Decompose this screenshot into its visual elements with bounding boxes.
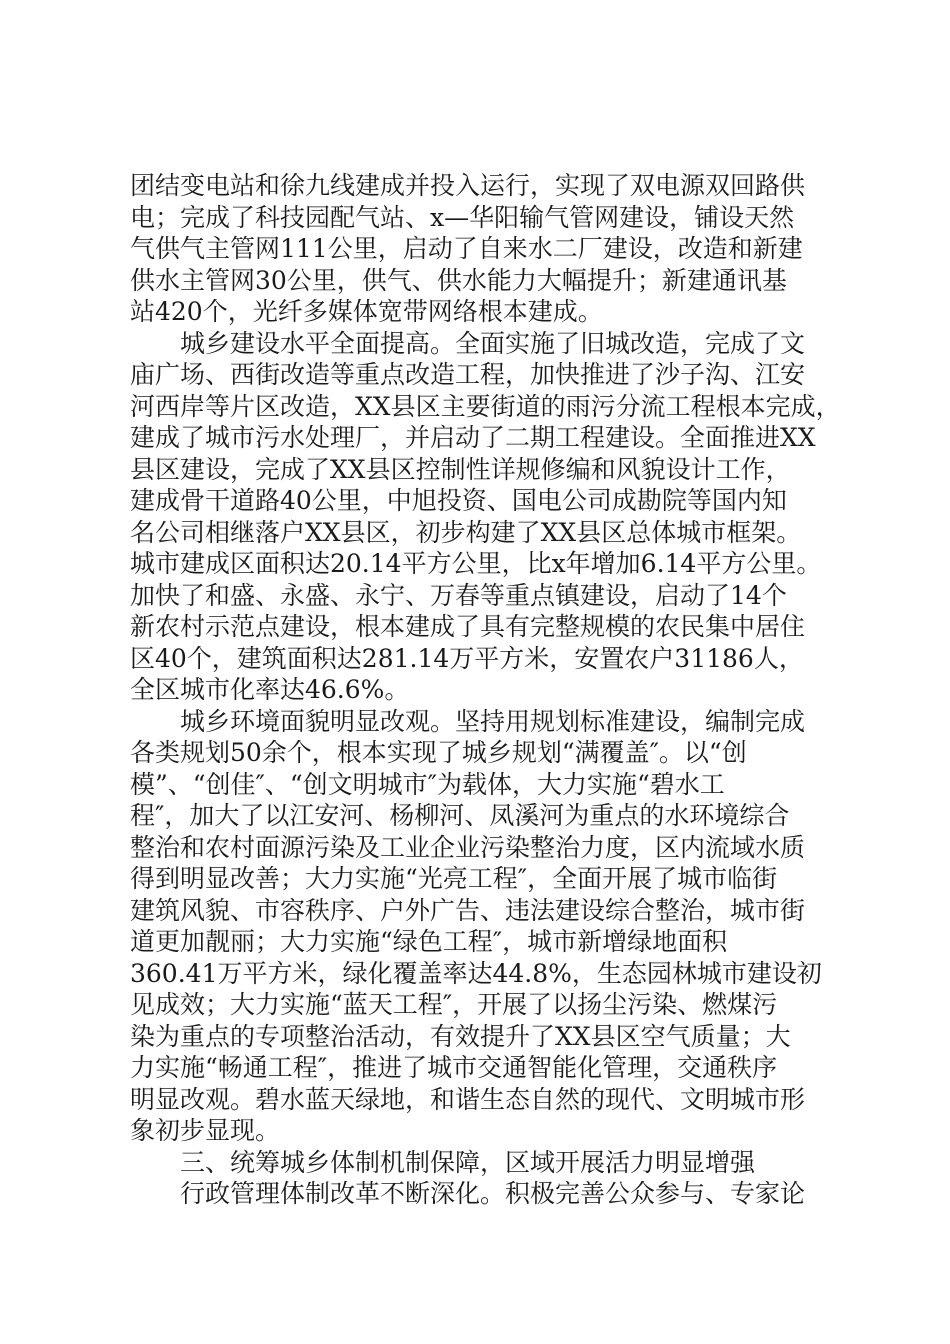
text-line: 见成效；大力实施“蓝天工程″，开展了以扬尘污染、燃煤污 [130,990,778,1019]
text-line: 全区城市化率达46.6%。 [130,675,410,704]
paragraph-start-line: 城乡建设水平全面提高。全面实施了旧城改造，完成了文 [180,328,806,358]
text-line: 力实施“畅通工程″，推进了城市交通智能化管理，交通秩序 [130,1053,778,1082]
text-line: 气供气主管网111公里，启动了自来水二厂建设，改造和新建 [130,234,803,263]
text-line: 360.41万平方米，绿化覆盖率达44.8%，生态园林城市建设初 [130,958,822,988]
text-line: 得到明显改善；大力实施“光亮工程″，全面开展了城市临街 [130,864,778,893]
text-line: 各类规划50余个，根本实现了城乡规划“满覆盖″。以“创 [130,738,747,767]
text-line: 建成了城市污水处理厂，并启动了二期工程建设。全面推进XX [130,423,816,452]
text-line: 团结变电站和徐九线建成并投入运行，实现了双电源双回路供 [130,171,806,200]
text-line: 加快了和盛、永盛、永宁、万春等重点镇建设，启动了14个 [130,580,787,610]
text-line: 名公司相继落户XX县区，初步构建了XX县区总体城市框架。 [130,517,802,547]
text-line: 站420个，光纤多媒体宽带网络根本建成。 [130,297,603,326]
text-line: 河西岸等片区改造，XX县区主要街道的雨污分流工程根本完成， [130,391,841,421]
text-line: 城市建成区面积达20.14平方公里，比x年增加6.14平方公里。 [130,549,822,578]
paragraph-start-line: 城乡环境面貌明显改观。坚持用规划标准建设，编制完成 [180,706,806,736]
text-line: 区40个，建筑面积达281.14万平方米，安置农户31186人， [130,643,804,673]
text-line: 染为重点的专项整治活动，有效提升了XX县区空气质量；大 [130,1021,791,1051]
text-line: 电；完成了科技园配气站、x—华阳输气管网建设，铺设天然 [130,202,795,232]
text-line: 象初步显现。 [130,1116,281,1145]
section-heading: 三、统筹城乡体制机制保障，区域开展活力明显增强 [180,1147,756,1177]
text-line: 道更加靓丽；大力实施“绿色工程″，城市新增绿地面积 [130,927,728,956]
text-line: 庙广场、西街改造等重点改造工程，加快推进了沙子沟、江安 [130,360,806,389]
text-line: 整治和农村面源污染及工业企业污染整治力度，区内流域水质 [130,832,806,862]
text-line: 建成骨干道路40公里，中旭投资、国电公司成勘院等国内知 [130,486,787,515]
body-text [130,170,850,1210]
text-line: 县区建设，完成了XX县区控制性详规修编和风貌设计工作， [130,454,791,484]
paragraph-start-line: 行政管理体制改革不断深化。积极完善公众参与、专家论 [180,1179,806,1208]
text-line: 明显改观。碧水蓝天绿地，和谐生态自然的现代、文明城市形 [130,1084,806,1114]
text-line: 程″，加大了以江安河、杨柳河、凤溪河为重点的水环境综合 [130,801,790,830]
text-line: 供水主管网30公里，供气、供水能力大幅提升；新建通讯基 [130,265,787,295]
text-line: 模”、“创佳″、“创文明城市″为载体，大力实施“碧水工 [130,769,725,799]
text-line: 新农村示范点建设，根本建成了具有完整规模的农民集中居住 [130,612,806,641]
text-line: 建筑风貌、市容秩序、户外广告、违法建设综合整治，城市街 [130,895,806,925]
